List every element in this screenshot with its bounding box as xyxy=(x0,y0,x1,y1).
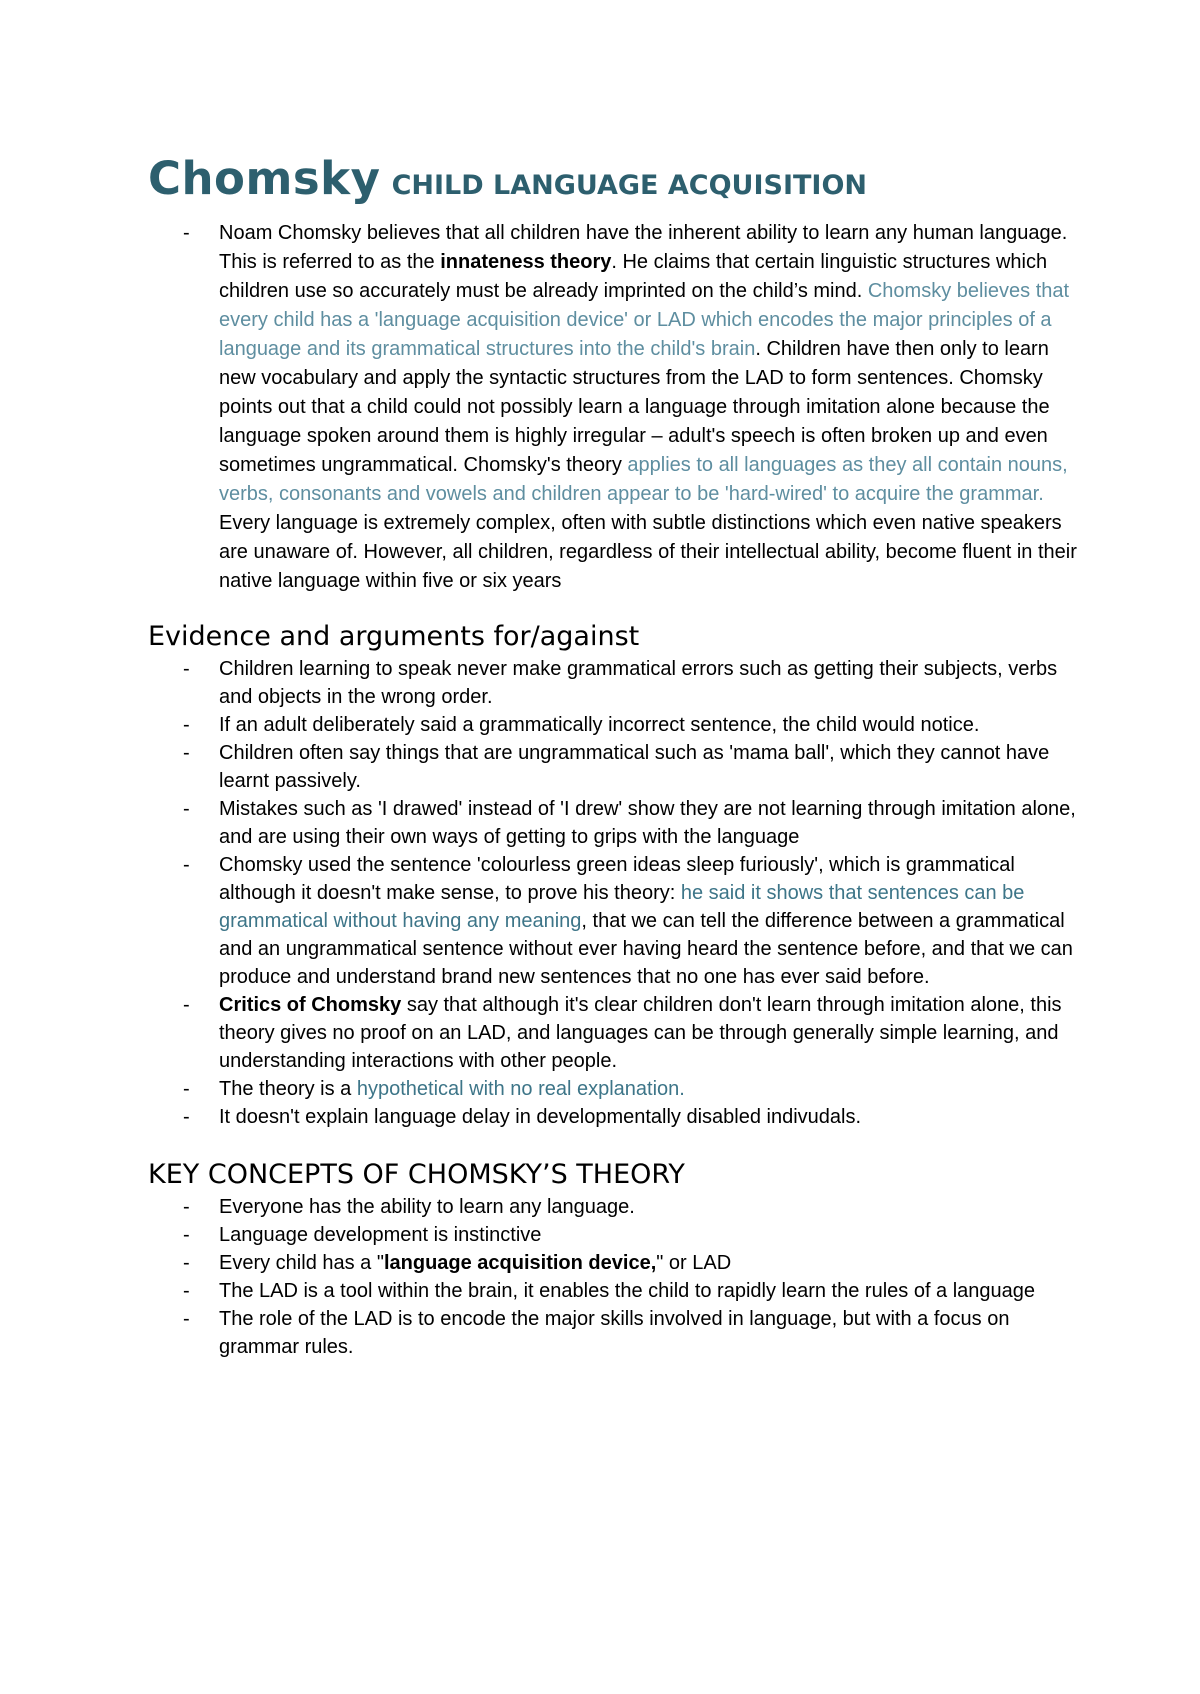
concept-item-3-text-a: Every child has a " xyxy=(219,1252,384,1274)
title-subtitle: CHILD LANGUAGE ACQUISITION xyxy=(391,170,868,201)
title-main: Chomsky xyxy=(148,152,381,205)
evidence-item-6-text: say that although it's clear children don't learn through imitation alone, this theory gives no proof on an LAD, and languages can be through generally simple learning, and understanding interactions with other people. xyxy=(219,994,1062,1072)
innateness-theory-term: innateness theory xyxy=(440,251,612,273)
concept-item-3-text-b: " or LAD xyxy=(656,1252,732,1274)
evidence-item-2: - If an adult deliberately said a grammatically incorrect sentence, the child would notice. xyxy=(148,711,1078,739)
evidence-item-5-text-a: Chomsky used the sentence 'colourless green ideas sleep furiously', which is grammatical although it doesn't make sense, to prove his theory: xyxy=(219,854,1015,904)
intro-list xyxy=(148,219,1078,596)
intro-text-2: . He claims that certain linguistic structures which children use so accurately must be already imprinted on the child’s mind. xyxy=(219,251,1048,302)
concept-item-3 xyxy=(148,1249,1078,1277)
evidence-item-4: - Mistakes such as 'I drawed' instead of 'I drew' show they are not learning through imitation alone, and are using their own ways of getting to grips with the language xyxy=(148,795,1078,851)
intro-text-3: . Children have then only to learn new vocabulary and apply the syntactic structures from the LAD to form sentences. Chomsky points out that a child could not possibly learn a language through imitation alone because the language spoken around them is highly irregular – adult's speech is often broken up and even sometimes ungrammatical. Chomsky's theory xyxy=(219,338,1050,476)
evidence-item-3: - Children often say things that are ungrammatical such as 'mama ball', which they cannot have learnt passively. xyxy=(148,739,1078,795)
document-page xyxy=(148,150,1078,1361)
meaning-highlight: he said it shows that sentences can be grammatical without having any meaning xyxy=(219,882,1025,932)
document-title xyxy=(148,150,1078,215)
concept-item-1: - Everyone has the ability to learn any language. xyxy=(148,1193,1078,1221)
concept-item-2: - Language development is instinctive xyxy=(148,1221,1078,1249)
concept-item-5: - The role of the LAD is to encode the major skills involved in language, but with a focus on grammar rules. xyxy=(148,1305,1078,1361)
hypothetical-highlight: hypothetical with no real explanation. xyxy=(356,1078,685,1100)
intro-text-4: Every language is extremely complex, often with subtle distinctions which even native speakers are unaware of. However, all children, regardless of their intellectual ability, become fluent in their native language within five or six years xyxy=(219,512,1077,592)
intro-text-1: Noam Chomsky believes that all children have the inherent ability to learn any human language. This is referred to as the xyxy=(219,222,1068,273)
lad-highlight: Chomsky believes that every child has a 'language acquisition device' or LAD which encodes the major principles of a language and its grammatical structures into the child's brain xyxy=(219,280,1070,360)
intro-paragraph xyxy=(148,219,1078,596)
evidence-item-6 xyxy=(148,991,1078,1075)
evidence-item-7 xyxy=(148,1075,1078,1103)
evidence-item-7-text: The theory is a xyxy=(219,1078,357,1100)
evidence-heading: Evidence and arguments for/against xyxy=(148,621,640,652)
all-languages-highlight: applies to all languages as they all contain nouns, verbs, consonants and vowels and children appear to be 'hard-wired' to acquire the grammar. xyxy=(219,454,1068,505)
evidence-item-5-text-b: , that we can tell the difference between a grammatical and an ungrammatical sentence without ever having heard the sentence before, and that we can produce and understand brand new sentences that no one has ever said before. xyxy=(219,910,1073,988)
evidence-item-8: - It doesn't explain language delay in developmentally disabled indivudals. xyxy=(148,1103,1078,1131)
key-concepts-heading: KEY CONCEPTS OF CHOMSKY’S THEORY xyxy=(148,1159,685,1190)
evidence-item-1: - Children learning to speak never make grammatical errors such as getting their subjects, verbs and objects in the wrong order. xyxy=(148,655,1078,711)
concept-item-4: - The LAD is a tool within the brain, it enables the child to rapidly learn the rules of a language xyxy=(148,1277,1078,1305)
evidence-item-5 xyxy=(148,851,1078,991)
critics-term: Critics of Chomsky xyxy=(219,994,402,1016)
lad-term: language acquisition device, xyxy=(383,1252,657,1274)
key-concepts-list xyxy=(148,1193,1078,1361)
evidence-list xyxy=(148,655,1078,1131)
